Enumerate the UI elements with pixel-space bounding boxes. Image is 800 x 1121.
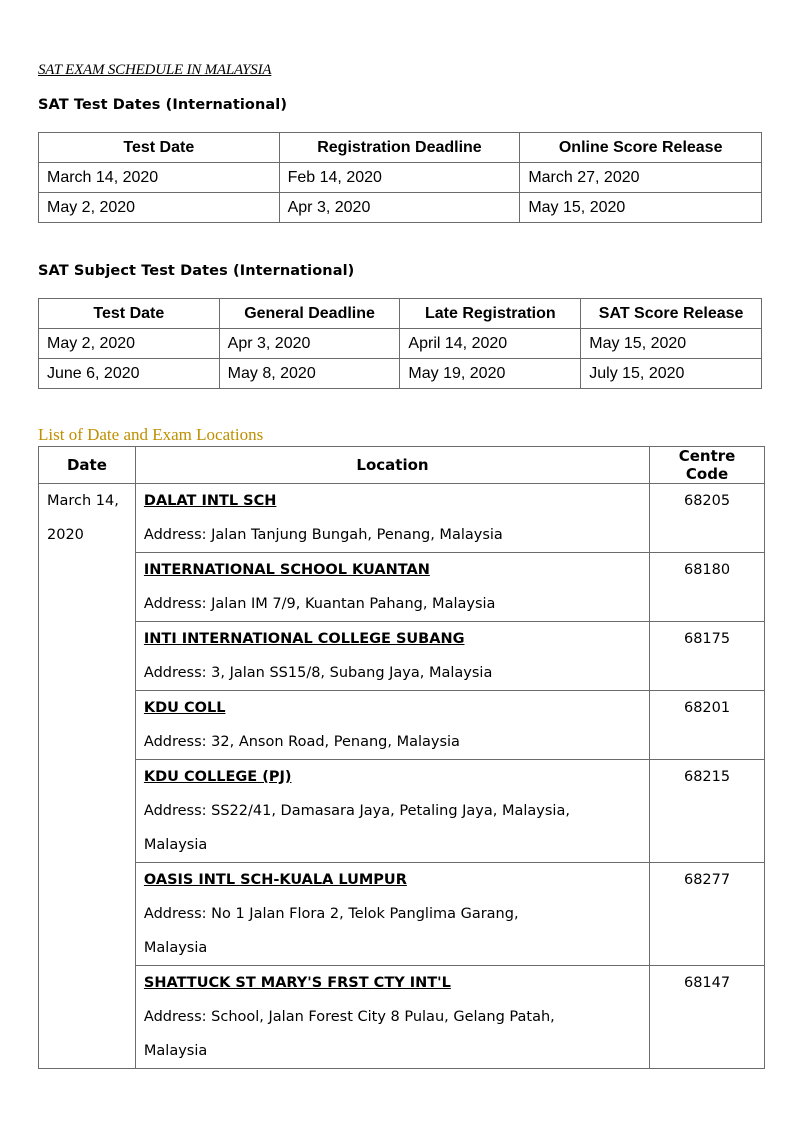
column-header: Registration Deadline xyxy=(279,133,520,163)
location-address: Address: SS22/41, Damasara Jaya, Petaling Jaya, Malaysia, xyxy=(143,803,570,819)
table-cell: March 14, 2020 xyxy=(39,163,280,193)
sat-test-dates-table xyxy=(38,132,762,223)
location-cell xyxy=(135,553,649,622)
location-cell xyxy=(135,691,649,760)
location-cell xyxy=(135,484,649,553)
column-header: Late Registration xyxy=(400,299,581,329)
column-header: Location xyxy=(135,447,649,484)
table-cell: July 15, 2020 xyxy=(581,359,762,389)
date-line: March 14, xyxy=(47,493,119,509)
sat-test-dates-heading: SAT Test Dates (International) xyxy=(38,97,288,113)
location-name: KDU COLL xyxy=(143,700,226,716)
table-cell: May 19, 2020 xyxy=(400,359,581,389)
location-name: INTERNATIONAL SCHOOL KUANTAN xyxy=(143,562,430,578)
location-address: Address: 3, Jalan SS15/8, Subang Jaya, Malaysia xyxy=(143,665,493,681)
location-address: Address: Jalan IM 7/9, Kuantan Pahang, Malaysia xyxy=(143,596,496,612)
table-cell: Feb 14, 2020 xyxy=(279,163,520,193)
table-row xyxy=(39,760,765,863)
date-line: 2020 xyxy=(47,527,84,543)
table-header-row xyxy=(39,299,762,329)
document-title: SAT EXAM SCHEDULE IN MALAYSIA xyxy=(38,62,272,78)
table-row xyxy=(39,163,762,193)
table-cell: May 2, 2020 xyxy=(39,329,220,359)
table-row xyxy=(39,863,765,966)
table-row xyxy=(39,691,765,760)
location-address-continued: Malaysia xyxy=(143,940,208,956)
table-row xyxy=(39,484,765,553)
table-cell: March 27, 2020 xyxy=(520,163,762,193)
location-cell xyxy=(135,760,649,863)
table-row xyxy=(39,329,762,359)
location-name: INTI INTERNATIONAL COLLEGE SUBANG xyxy=(143,631,465,647)
column-header: Date xyxy=(39,447,136,484)
column-header: Centre Code xyxy=(650,447,765,484)
table-cell: Apr 3, 2020 xyxy=(219,329,400,359)
location-address-continued: Malaysia xyxy=(143,837,208,853)
exam-locations-table xyxy=(38,446,765,1069)
date-cell xyxy=(39,484,136,1069)
table-cell: Apr 3, 2020 xyxy=(279,193,520,223)
table-cell: April 14, 2020 xyxy=(400,329,581,359)
centre-code: 68215 xyxy=(650,760,765,863)
table-row xyxy=(39,553,765,622)
centre-code: 68201 xyxy=(650,691,765,760)
location-name: KDU COLLEGE (PJ) xyxy=(143,769,292,785)
table-cell: May 15, 2020 xyxy=(581,329,762,359)
table-cell: May 8, 2020 xyxy=(219,359,400,389)
location-address: Address: School, Jalan Forest City 8 Pulau, Gelang Patah, xyxy=(143,1009,555,1025)
location-cell xyxy=(135,863,649,966)
centre-code: 68277 xyxy=(650,863,765,966)
exam-locations-heading: List of Date and Exam Locations xyxy=(38,425,264,444)
column-header: Online Score Release xyxy=(520,133,762,163)
location-name: DALAT INTL SCH xyxy=(143,493,277,509)
location-address: Address: No 1 Jalan Flora 2, Telok Panglima Garang, xyxy=(143,906,519,922)
sat-subject-test-dates-heading: SAT Subject Test Dates (International) xyxy=(38,263,355,279)
location-name: SHATTUCK ST MARY'S FRST CTY INT'L xyxy=(143,975,451,991)
column-header: SAT Score Release xyxy=(581,299,762,329)
location-address: Address: 32, Anson Road, Penang, Malaysia xyxy=(143,734,460,750)
centre-code: 68180 xyxy=(650,553,765,622)
column-header: General Deadline xyxy=(219,299,400,329)
centre-code: 68205 xyxy=(650,484,765,553)
table-row xyxy=(39,622,765,691)
location-name: OASIS INTL SCH-KUALA LUMPUR xyxy=(143,872,407,888)
column-header: Test Date xyxy=(39,133,280,163)
table-cell: June 6, 2020 xyxy=(39,359,220,389)
table-row xyxy=(39,359,762,389)
table-cell: May 15, 2020 xyxy=(520,193,762,223)
table-row xyxy=(39,193,762,223)
table-row xyxy=(39,966,765,1069)
location-cell xyxy=(135,966,649,1069)
location-cell xyxy=(135,622,649,691)
centre-code: 68147 xyxy=(650,966,765,1069)
column-header: Test Date xyxy=(39,299,220,329)
table-cell: May 2, 2020 xyxy=(39,193,280,223)
sat-subject-test-dates-table xyxy=(38,298,762,389)
location-address: Address: Jalan Tanjung Bungah, Penang, Malaysia xyxy=(143,527,503,543)
table-header-row xyxy=(39,447,765,484)
centre-code: 68175 xyxy=(650,622,765,691)
table-header-row xyxy=(39,133,762,163)
location-address-continued: Malaysia xyxy=(143,1043,208,1059)
